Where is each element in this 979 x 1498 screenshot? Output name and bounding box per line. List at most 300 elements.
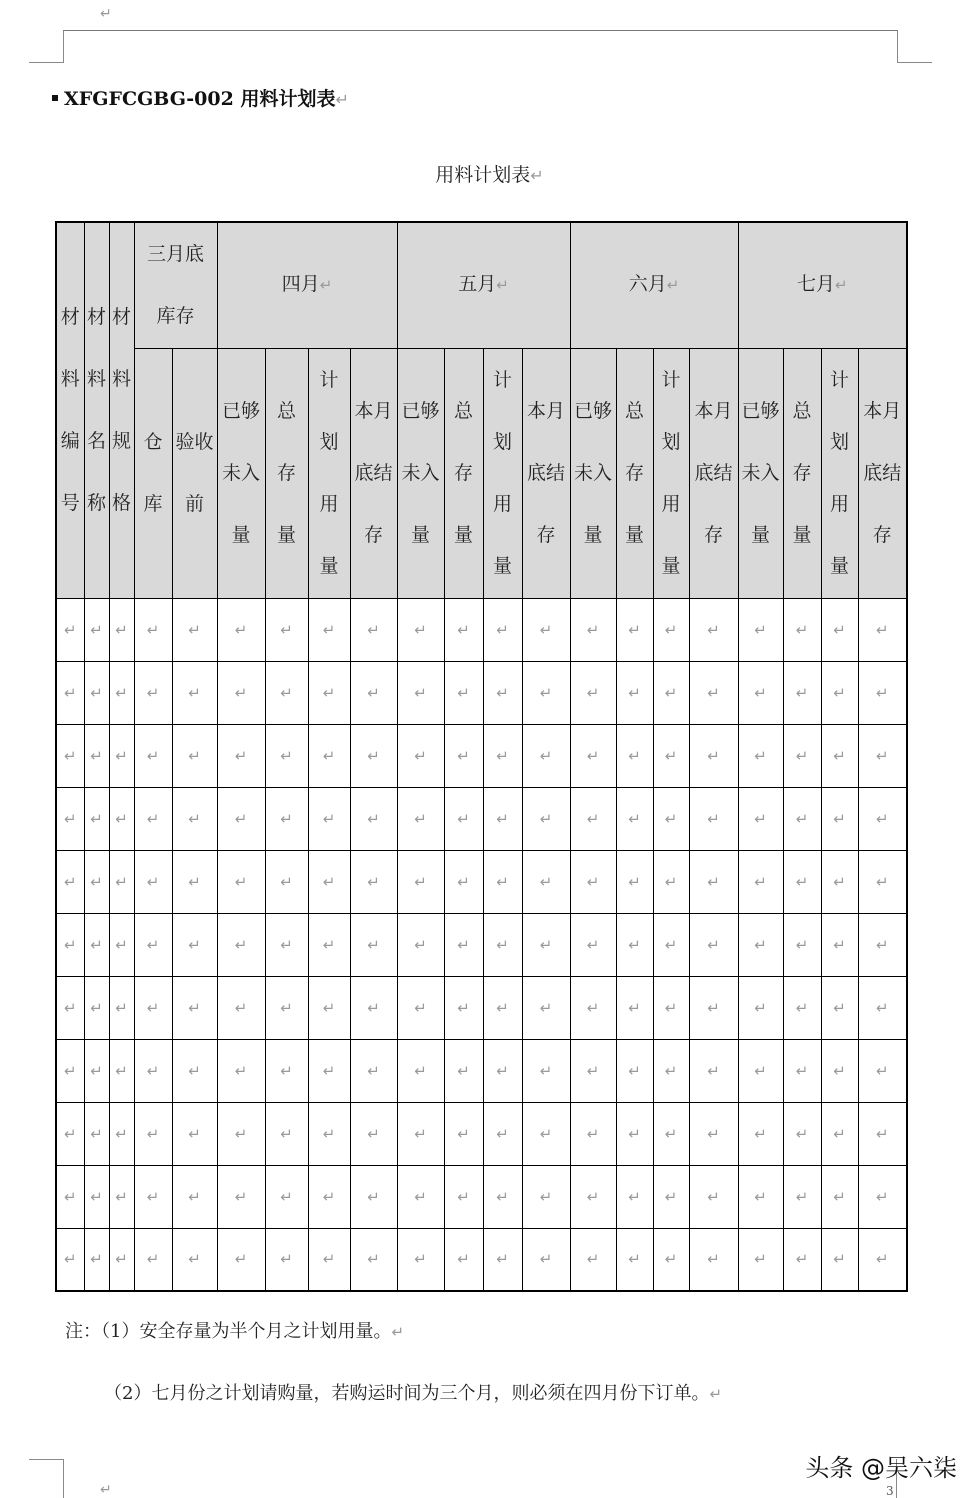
table-cell[interactable] xyxy=(570,661,616,724)
table-cell[interactable] xyxy=(444,1165,483,1228)
table-cell[interactable] xyxy=(821,787,858,850)
table-cell[interactable] xyxy=(444,661,483,724)
table-cell[interactable] xyxy=(483,1165,522,1228)
table-cell[interactable] xyxy=(134,1039,172,1102)
table-cell[interactable] xyxy=(444,787,483,850)
table-cell[interactable] xyxy=(350,724,397,787)
paragraph-mark: ↵ xyxy=(414,998,427,1017)
paragraph-mark: ↵ xyxy=(322,1124,336,1143)
table-cell[interactable] xyxy=(483,1039,522,1102)
paragraph-mark: ↵ xyxy=(875,935,889,954)
paragraph-mark: ↵ xyxy=(188,620,201,639)
paragraph-mark: ↵ xyxy=(280,872,293,891)
table-cell[interactable] xyxy=(56,1228,84,1291)
table-cell[interactable] xyxy=(738,787,783,850)
paragraph-mark: ↵ xyxy=(754,1061,767,1080)
paragraph-mark: ↵ xyxy=(414,1061,427,1080)
table-cell[interactable] xyxy=(616,1102,653,1165)
table-cell[interactable] xyxy=(616,976,653,1039)
table-cell[interactable] xyxy=(134,1228,172,1291)
table-cell[interactable] xyxy=(653,1039,689,1102)
table-cell[interactable] xyxy=(483,724,522,787)
paragraph-mark: ↵ xyxy=(280,746,293,765)
table-cell[interactable] xyxy=(653,913,689,976)
paragraph-mark: ↵ xyxy=(188,683,201,702)
table-cell[interactable] xyxy=(738,1102,783,1165)
table-cell[interactable] xyxy=(265,913,308,976)
table-cell[interactable] xyxy=(738,1228,783,1291)
table-cell[interactable] xyxy=(56,661,84,724)
table-cell[interactable] xyxy=(397,850,444,913)
table-cell[interactable] xyxy=(653,1228,689,1291)
table-cell[interactable] xyxy=(172,661,217,724)
table-cell[interactable] xyxy=(570,724,616,787)
table-cell[interactable] xyxy=(56,1165,84,1228)
table-cell[interactable] xyxy=(265,598,308,661)
table-cell[interactable] xyxy=(522,1228,570,1291)
table-cell[interactable] xyxy=(134,787,172,850)
table-cell[interactable] xyxy=(858,1228,907,1291)
table-cell[interactable] xyxy=(56,913,84,976)
table-cell[interactable] xyxy=(134,976,172,1039)
table-cell[interactable] xyxy=(56,850,84,913)
table-cell[interactable] xyxy=(397,724,444,787)
paragraph-mark: ↵ xyxy=(586,809,600,828)
table-cell[interactable] xyxy=(172,1228,217,1291)
table-cell[interactable] xyxy=(570,598,616,661)
material-plan-table xyxy=(55,221,908,1292)
table-cell[interactable] xyxy=(570,1228,616,1291)
table-cell[interactable] xyxy=(616,724,653,787)
table-cell[interactable] xyxy=(616,1039,653,1102)
paragraph-mark: ↵ xyxy=(146,809,160,828)
table-cell[interactable] xyxy=(858,1102,907,1165)
table-cell[interactable] xyxy=(444,850,483,913)
table-cell[interactable] xyxy=(109,787,134,850)
table-cell[interactable] xyxy=(821,724,858,787)
table-cell[interactable] xyxy=(522,1039,570,1102)
paragraph-mark: ↵ xyxy=(63,1187,77,1206)
table-cell[interactable] xyxy=(397,598,444,661)
table-cell[interactable] xyxy=(56,1102,84,1165)
table-cell[interactable] xyxy=(653,661,689,724)
table-cell[interactable] xyxy=(172,1039,217,1102)
table-cell[interactable] xyxy=(172,1165,217,1228)
table-cell[interactable] xyxy=(217,1165,265,1228)
table-cell[interactable] xyxy=(783,1228,821,1291)
table-cell[interactable] xyxy=(616,1228,653,1291)
table-cell[interactable] xyxy=(616,850,653,913)
table-cell[interactable] xyxy=(522,661,570,724)
table-cell[interactable] xyxy=(350,1228,397,1291)
table-cell[interactable] xyxy=(397,1039,444,1102)
paragraph-mark: ↵ xyxy=(707,1187,720,1206)
table-cell[interactable] xyxy=(109,598,134,661)
header-july-month-end: 本月底结存 xyxy=(858,348,907,598)
table-cell[interactable] xyxy=(217,724,265,787)
paragraph-mark: ↵ xyxy=(90,746,103,765)
table-cell[interactable] xyxy=(483,787,522,850)
paragraph-mark: ↵ xyxy=(367,746,380,765)
table-cell[interactable] xyxy=(109,1039,134,1102)
table-cell[interactable] xyxy=(783,976,821,1039)
table-cell[interactable] xyxy=(858,724,907,787)
table-cell[interactable] xyxy=(84,1102,109,1165)
table-cell[interactable] xyxy=(616,913,653,976)
paragraph-mark: ↵ xyxy=(322,1061,336,1080)
table-cell[interactable] xyxy=(783,724,821,787)
table-cell[interactable] xyxy=(689,850,738,913)
table-cell[interactable] xyxy=(217,850,265,913)
table-cell[interactable] xyxy=(783,1102,821,1165)
table-cell[interactable] xyxy=(858,1039,907,1102)
table-cell[interactable] xyxy=(522,1102,570,1165)
paragraph-mark: ↵ xyxy=(496,746,509,765)
table-cell[interactable] xyxy=(397,1165,444,1228)
table-cell[interactable] xyxy=(308,1039,350,1102)
table-cell[interactable] xyxy=(350,913,397,976)
table-cell[interactable] xyxy=(821,1165,858,1228)
paragraph-mark: ↵ xyxy=(754,1250,767,1269)
table-cell[interactable] xyxy=(783,1165,821,1228)
table-cell[interactable] xyxy=(350,661,397,724)
crop-mark-top-left-v xyxy=(63,30,64,63)
table-cell[interactable] xyxy=(689,1165,738,1228)
table-cell[interactable] xyxy=(783,850,821,913)
table-cell[interactable] xyxy=(172,850,217,913)
table-cell[interactable] xyxy=(84,1228,109,1291)
paragraph-mark: ↵ xyxy=(628,1187,641,1206)
table-cell[interactable] xyxy=(444,598,483,661)
paragraph-mark: ↵ xyxy=(367,935,380,954)
table-cell[interactable] xyxy=(265,976,308,1039)
paragraph-mark: ↵ xyxy=(322,872,336,891)
table-cell[interactable] xyxy=(109,661,134,724)
table-cell[interactable] xyxy=(653,787,689,850)
table-cell[interactable] xyxy=(616,661,653,724)
paragraph-mark: ↵ xyxy=(833,620,846,639)
table-cell[interactable] xyxy=(172,598,217,661)
table-cell[interactable] xyxy=(616,787,653,850)
table-cell[interactable] xyxy=(616,1165,653,1228)
paragraph-mark: ↵ xyxy=(115,683,128,702)
table-cell[interactable] xyxy=(821,976,858,1039)
table-cell[interactable] xyxy=(858,1165,907,1228)
table-cell[interactable] xyxy=(570,1039,616,1102)
table-cell[interactable] xyxy=(56,724,84,787)
paragraph-mark: ↵ xyxy=(586,872,600,891)
table-cell[interactable] xyxy=(821,913,858,976)
table-cell[interactable] xyxy=(570,850,616,913)
table-cell[interactable] xyxy=(109,850,134,913)
paragraph-mark: ↵ xyxy=(146,683,160,702)
paragraph-mark: ↵ xyxy=(188,1124,201,1143)
table-cell[interactable] xyxy=(689,787,738,850)
table-cell[interactable] xyxy=(84,1165,109,1228)
table-cell[interactable] xyxy=(483,850,522,913)
table-cell[interactable] xyxy=(689,661,738,724)
table-cell[interactable] xyxy=(783,913,821,976)
table-cell[interactable] xyxy=(522,850,570,913)
table-cell[interactable] xyxy=(265,724,308,787)
table-cell[interactable] xyxy=(738,850,783,913)
table-cell[interactable] xyxy=(84,661,109,724)
table-cell[interactable] xyxy=(783,1039,821,1102)
header-row-1 xyxy=(56,222,907,348)
table-cell[interactable] xyxy=(56,787,84,850)
paragraph-mark: ↵ xyxy=(115,872,128,891)
paragraph-mark: ↵ xyxy=(280,998,293,1017)
paragraph-mark: ↵ xyxy=(586,620,600,639)
table-cell[interactable] xyxy=(265,787,308,850)
table-cell[interactable] xyxy=(265,1039,308,1102)
table-cell[interactable] xyxy=(821,1228,858,1291)
table-cell[interactable] xyxy=(570,976,616,1039)
table-cell[interactable] xyxy=(172,1102,217,1165)
table-cell[interactable] xyxy=(653,1165,689,1228)
table-cell[interactable] xyxy=(616,598,653,661)
table-cell[interactable] xyxy=(738,661,783,724)
table-cell[interactable] xyxy=(217,661,265,724)
table-cell[interactable] xyxy=(783,598,821,661)
table-cell[interactable] xyxy=(738,1039,783,1102)
table-cell[interactable] xyxy=(109,724,134,787)
table-cell[interactable] xyxy=(444,724,483,787)
table-cell[interactable] xyxy=(570,1102,616,1165)
table-cell[interactable] xyxy=(689,724,738,787)
table-cell[interactable] xyxy=(738,724,783,787)
table-cell[interactable] xyxy=(483,913,522,976)
table-cell[interactable] xyxy=(483,1102,522,1165)
table-cell[interactable] xyxy=(217,976,265,1039)
header-month-may: 五月↵ xyxy=(397,222,570,348)
table-cell[interactable] xyxy=(109,1102,134,1165)
table-cell[interactable] xyxy=(397,787,444,850)
paragraph-mark: ↵ xyxy=(280,1061,293,1080)
watermark: 头条 @吴六柒 xyxy=(805,1454,957,1482)
table-cell[interactable] xyxy=(308,724,350,787)
paragraph-mark: ↵ xyxy=(496,809,509,828)
paragraph-mark: ↵ xyxy=(322,935,336,954)
table-cell[interactable] xyxy=(265,1165,308,1228)
paragraph-mark: ↵ xyxy=(63,998,77,1017)
paragraph-mark: ↵ xyxy=(586,1061,600,1080)
table-cell[interactable] xyxy=(217,598,265,661)
table-cell[interactable] xyxy=(444,1228,483,1291)
table-cell[interactable] xyxy=(308,661,350,724)
table-cell[interactable] xyxy=(217,1228,265,1291)
table-cell[interactable] xyxy=(350,1102,397,1165)
table-cell[interactable] xyxy=(84,787,109,850)
table-cell[interactable] xyxy=(397,661,444,724)
table-cell[interactable] xyxy=(134,1102,172,1165)
table-cell[interactable] xyxy=(109,1228,134,1291)
paragraph-mark: ↵ xyxy=(322,746,336,765)
table-cell[interactable] xyxy=(397,1102,444,1165)
table-cell[interactable] xyxy=(689,913,738,976)
table-cell[interactable] xyxy=(783,661,821,724)
paragraph-mark: ↵ xyxy=(457,872,470,891)
table-cell[interactable] xyxy=(689,976,738,1039)
paragraph-mark: ↵ xyxy=(875,1250,889,1269)
paragraph-mark: ↵ xyxy=(707,809,720,828)
document-title-text: XFGFCGBG-002 用料计划表 xyxy=(64,88,336,110)
table-cell[interactable] xyxy=(689,1228,738,1291)
paragraph-mark: ↵ xyxy=(875,1187,889,1206)
paragraph-mark: ↵ xyxy=(280,935,293,954)
table-cell[interactable] xyxy=(858,598,907,661)
table-cell[interactable] xyxy=(689,598,738,661)
paragraph-mark: ↵ xyxy=(367,809,380,828)
table-cell[interactable] xyxy=(56,976,84,1039)
table-cell[interactable] xyxy=(522,724,570,787)
table-cell[interactable] xyxy=(858,976,907,1039)
table-cell[interactable] xyxy=(308,1228,350,1291)
table-cell[interactable] xyxy=(570,913,616,976)
table-cell[interactable] xyxy=(217,787,265,850)
table-cell[interactable] xyxy=(172,976,217,1039)
table-cell[interactable] xyxy=(350,598,397,661)
table-cell[interactable] xyxy=(821,850,858,913)
paragraph-mark: ↵ xyxy=(234,998,248,1017)
table-cell[interactable] xyxy=(783,787,821,850)
table-cell[interactable] xyxy=(522,913,570,976)
table-cell[interactable] xyxy=(350,1039,397,1102)
table-cell[interactable] xyxy=(172,787,217,850)
table-cell[interactable] xyxy=(522,1165,570,1228)
table-cell[interactable] xyxy=(522,976,570,1039)
table-cell[interactable] xyxy=(84,1039,109,1102)
table-cell[interactable] xyxy=(265,1102,308,1165)
table-cell[interactable] xyxy=(483,661,522,724)
table-cell[interactable] xyxy=(84,976,109,1039)
paragraph-mark: ↵ xyxy=(628,683,641,702)
table-cell[interactable] xyxy=(821,661,858,724)
table-cell[interactable] xyxy=(109,1165,134,1228)
table-cell[interactable] xyxy=(522,598,570,661)
paragraph-mark: ↵ xyxy=(234,872,248,891)
table-cell[interactable] xyxy=(570,1165,616,1228)
table-cell[interactable] xyxy=(265,850,308,913)
table-cell[interactable] xyxy=(483,1228,522,1291)
paragraph-mark: ↵ xyxy=(414,620,427,639)
table-cell[interactable] xyxy=(821,1102,858,1165)
paragraph-mark: ↵ xyxy=(833,998,846,1017)
table-cell[interactable] xyxy=(738,976,783,1039)
table-cell[interactable] xyxy=(689,1102,738,1165)
paragraph-mark: ↵ xyxy=(875,1124,889,1143)
table-cell[interactable] xyxy=(653,850,689,913)
paragraph-mark: ↵ xyxy=(146,1061,160,1080)
paragraph-mark: ↵ xyxy=(539,620,553,639)
table-cell[interactable] xyxy=(444,913,483,976)
table-cell[interactable] xyxy=(653,1102,689,1165)
table-cell[interactable] xyxy=(134,661,172,724)
table-cell[interactable] xyxy=(217,1102,265,1165)
table-cell[interactable] xyxy=(84,724,109,787)
table-cell[interactable] xyxy=(134,913,172,976)
table-cell[interactable] xyxy=(308,598,350,661)
table-cell[interactable] xyxy=(858,787,907,850)
paragraph-mark: ↵ xyxy=(754,1124,767,1143)
table-cell[interactable] xyxy=(84,913,109,976)
table-cell[interactable] xyxy=(308,913,350,976)
table-cell[interactable] xyxy=(397,976,444,1039)
paragraph-mark: ↵ xyxy=(234,1187,248,1206)
table-cell[interactable] xyxy=(134,850,172,913)
paragraph-mark: ↵ xyxy=(367,683,380,702)
table-cell[interactable] xyxy=(56,1039,84,1102)
table-cell[interactable] xyxy=(109,913,134,976)
table-cell[interactable] xyxy=(350,850,397,913)
table-cell[interactable] xyxy=(350,976,397,1039)
table-cell[interactable] xyxy=(689,1039,738,1102)
table-cell[interactable] xyxy=(109,976,134,1039)
table-cell[interactable] xyxy=(84,850,109,913)
table-cell[interactable] xyxy=(522,787,570,850)
paragraph-mark: ↵ xyxy=(707,1124,720,1143)
table-cell[interactable] xyxy=(350,787,397,850)
table-cell[interactable] xyxy=(265,661,308,724)
table-cell[interactable] xyxy=(397,1228,444,1291)
table-cell[interactable] xyxy=(821,1039,858,1102)
table-cell[interactable] xyxy=(308,1165,350,1228)
table-cell[interactable] xyxy=(738,913,783,976)
table-cell[interactable] xyxy=(308,787,350,850)
paragraph-mark: ↵ xyxy=(707,683,720,702)
table-cell[interactable] xyxy=(308,850,350,913)
table-cell[interactable] xyxy=(483,976,522,1039)
note-2: （2）七月份之计划请购量，若购运时间为三个月，则必须在四月份下订单。↵ xyxy=(104,1383,723,1404)
table-cell[interactable] xyxy=(217,913,265,976)
table-cell[interactable] xyxy=(483,598,522,661)
table-cell[interactable] xyxy=(84,598,109,661)
table-cell[interactable] xyxy=(858,913,907,976)
table-cell[interactable] xyxy=(738,1165,783,1228)
table-cell[interactable] xyxy=(653,598,689,661)
table-cell[interactable] xyxy=(397,913,444,976)
paragraph-mark: ↵ xyxy=(280,809,293,828)
table-cell[interactable] xyxy=(308,976,350,1039)
table-cell[interactable] xyxy=(653,724,689,787)
table-cell[interactable] xyxy=(350,1165,397,1228)
table-row xyxy=(56,913,907,976)
table-cell[interactable] xyxy=(858,661,907,724)
table-cell[interactable] xyxy=(653,976,689,1039)
table-cell[interactable] xyxy=(172,913,217,976)
table-cell[interactable] xyxy=(308,1102,350,1165)
table-cell[interactable] xyxy=(444,1039,483,1102)
table-cell[interactable] xyxy=(821,598,858,661)
table-cell[interactable] xyxy=(444,1102,483,1165)
table-cell[interactable] xyxy=(570,787,616,850)
table-cell[interactable] xyxy=(134,724,172,787)
paragraph-mark: ↵ xyxy=(496,1061,509,1080)
table-cell[interactable] xyxy=(134,598,172,661)
paragraph-mark: ↵ xyxy=(539,872,553,891)
table-cell[interactable] xyxy=(858,850,907,913)
paragraph-mark-footer: ↵ xyxy=(100,1482,112,1498)
table-cell[interactable] xyxy=(217,1039,265,1102)
table-cell[interactable] xyxy=(56,598,84,661)
table-cell[interactable] xyxy=(444,976,483,1039)
table-cell[interactable] xyxy=(265,1228,308,1291)
table-cell[interactable] xyxy=(134,1165,172,1228)
table-cell[interactable] xyxy=(172,724,217,787)
paragraph-mark: ↵ xyxy=(586,746,600,765)
paragraph-mark: ↵ xyxy=(414,935,427,954)
table-cell[interactable] xyxy=(738,598,783,661)
